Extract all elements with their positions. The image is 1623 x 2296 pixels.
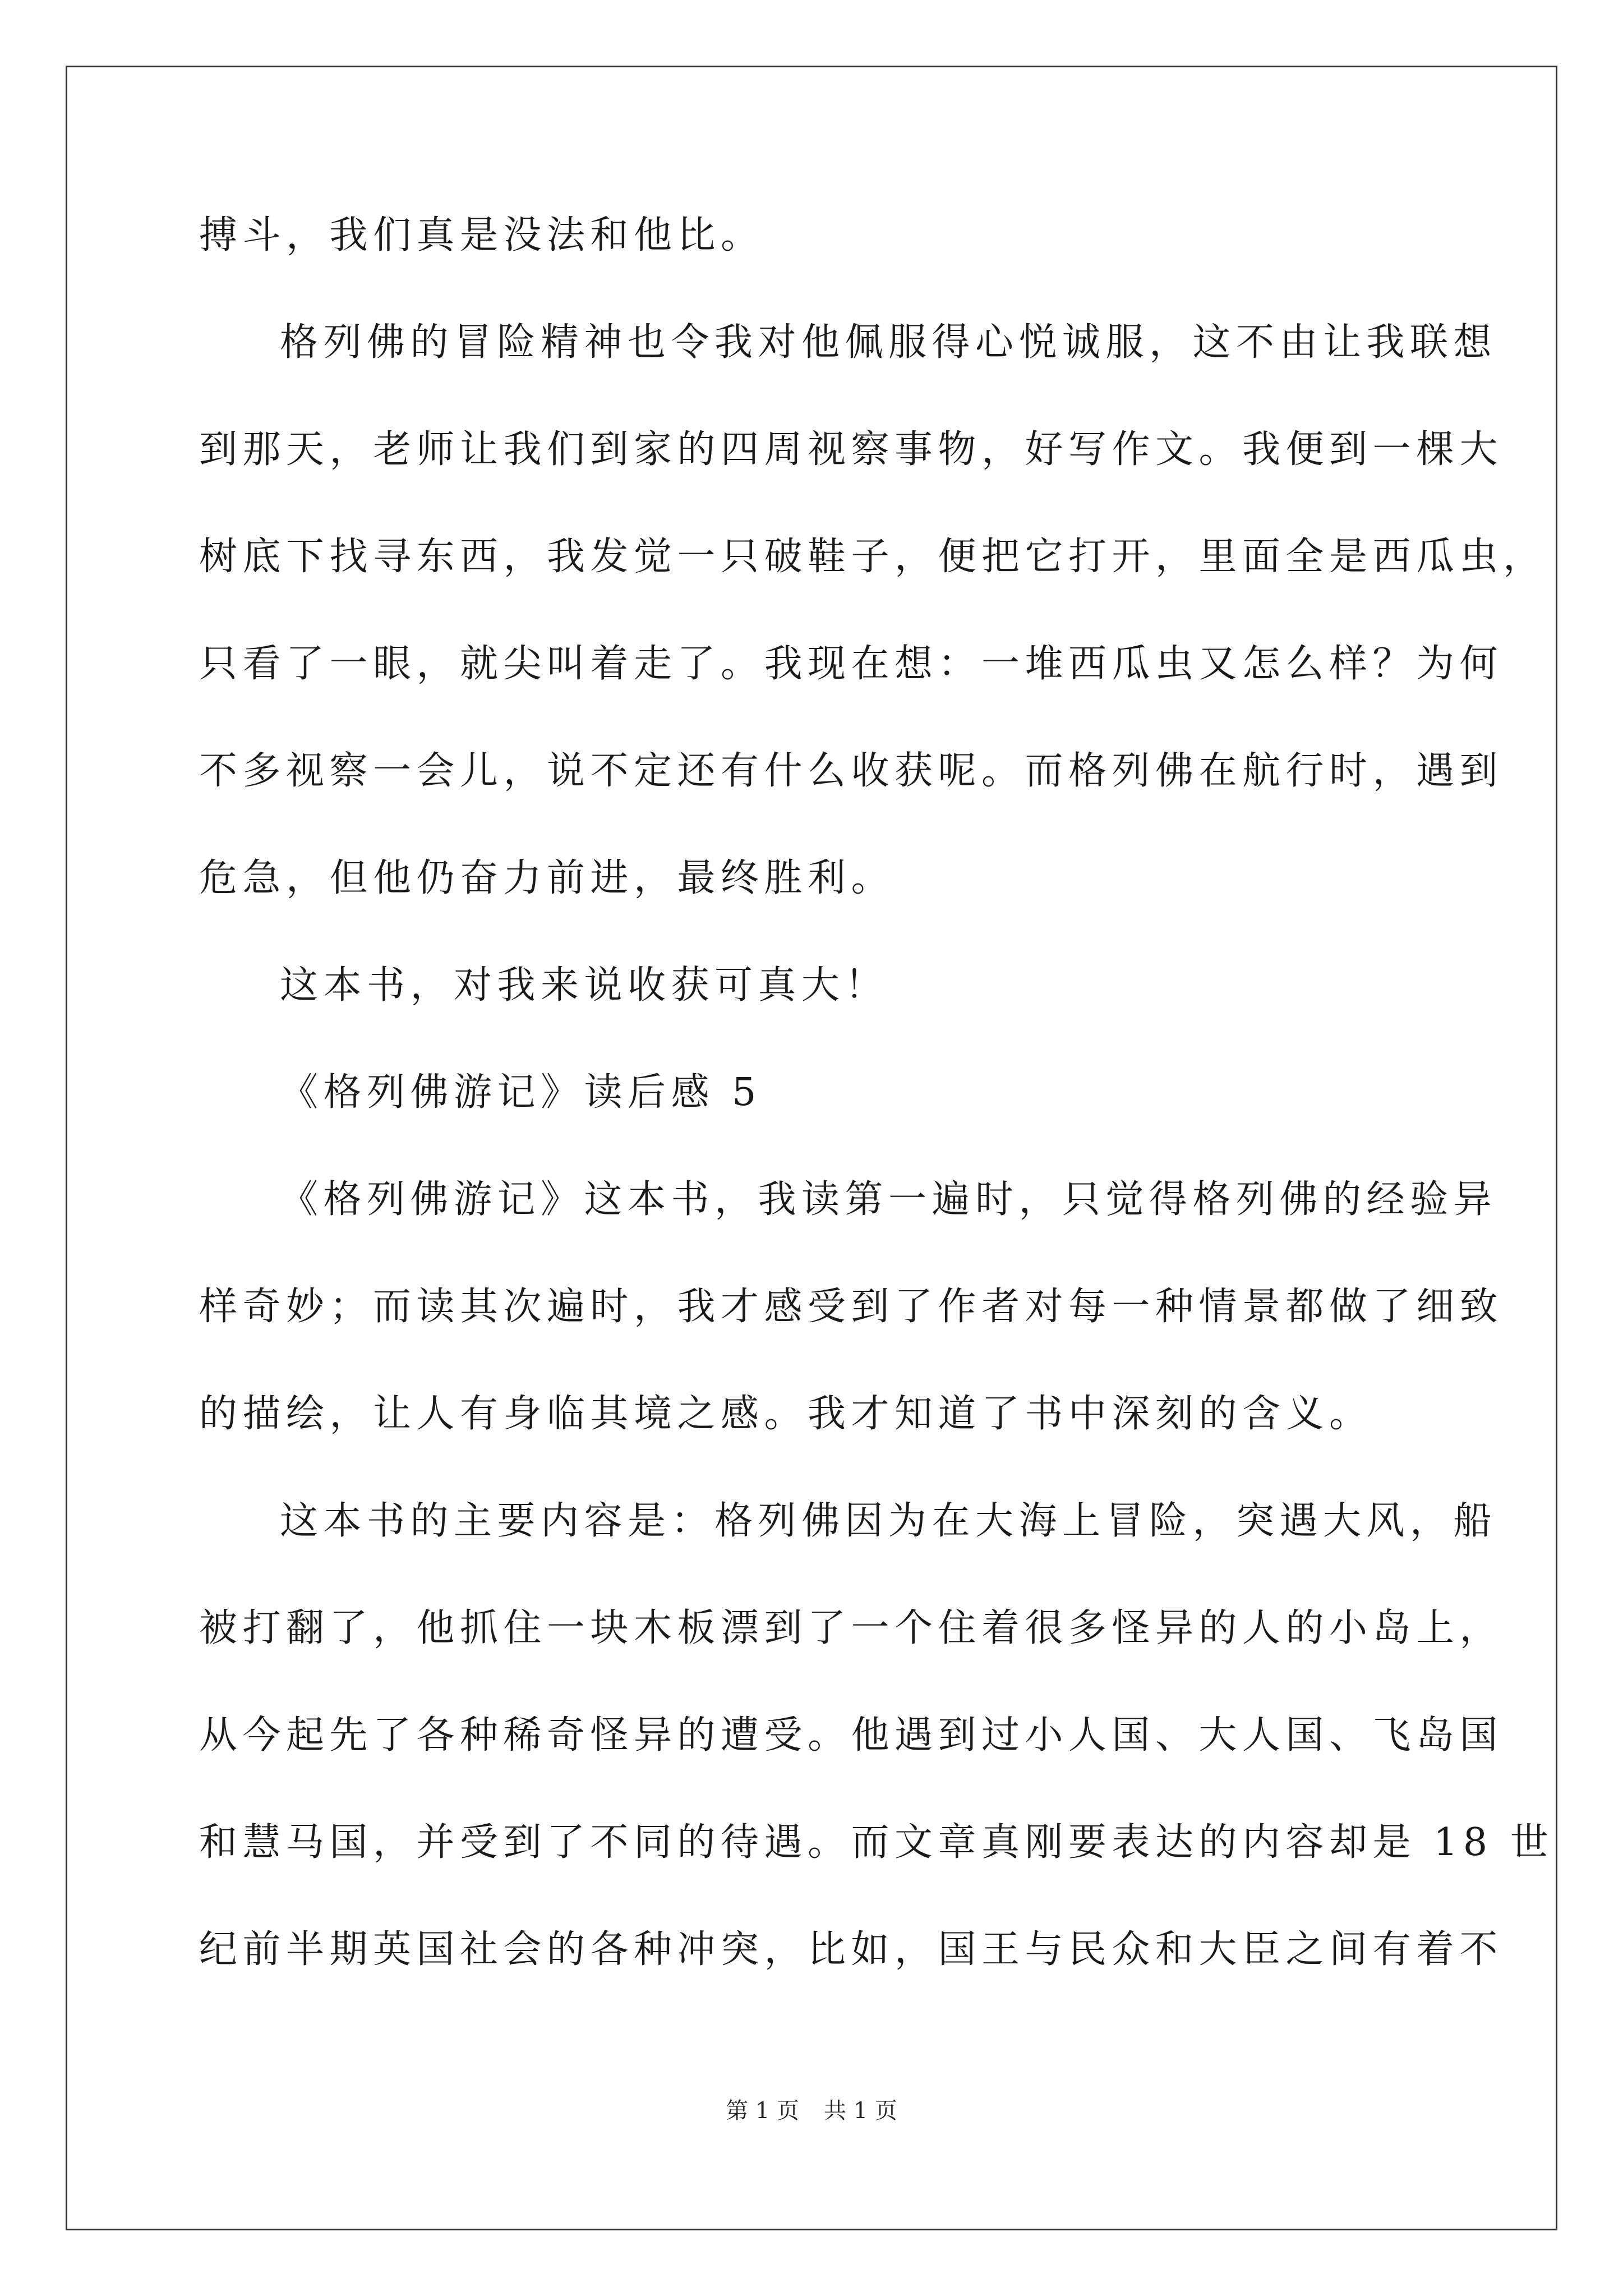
text-line: 的描绘，让人有身临其境之感。我才知道了书中深刻的含义。 — [199, 1392, 1373, 1436]
text-line: 格列佛的冒险精神也令我对他佩服得心悦诚服，这不由让我联想 — [280, 320, 1497, 365]
text-line: 从今起先了各种稀奇怪异的遭受。他遇到过小人国、大人国、飞岛国 — [199, 1713, 1504, 1757]
page-number-total: 共 1 页 — [824, 2098, 897, 2124]
text-line: 危急，但他仍奋力前进，最终胜利。 — [199, 856, 895, 900]
page-number-current: 第 1 页 — [726, 2098, 799, 2124]
text-line: 被打翻了，他抓住一块木板漂到了一个住着很多怪异的人的小岛上， — [199, 1606, 1504, 1650]
text-line: 只看了一眼，就尖叫着走了。我现在想：一堆西瓜虫又怎么样？为何 — [199, 642, 1504, 686]
text-line: 这本书的主要内容是：格列佛因为在大海上冒险，突遇大风，船 — [280, 1499, 1497, 1543]
section-heading: 《格列佛游记》读后感 5 — [280, 1070, 762, 1115]
text-line: 到那天，老师让我们到家的四周视察事物，好写作文。我便到一棵大 — [199, 427, 1504, 472]
text-line: 不多视察一会儿，说不定还有什么收获呢。而格列佛在航行时，遇到 — [199, 749, 1504, 793]
text-line: 纪前半期英国社会的各种冲突，比如，国王与民众和大臣之间有着不 — [199, 1927, 1504, 1972]
page-footer — [0, 2097, 1623, 2125]
text-line: 《格列佛游记》这本书，我读第一遍时，只觉得格列佛的经验异 — [280, 1177, 1497, 1222]
text-line: 树底下找寻东西，我发觉一只破鞋子，便把它打开，里面全是西瓜虫， — [199, 535, 1547, 579]
text-line: 搏斗，我们真是没法和他比。 — [199, 213, 764, 257]
page-border — [66, 66, 1557, 2230]
text-line: 这本书，对我来说收获可真大！ — [280, 963, 889, 1007]
text-line: 和慧马国，并受到了不同的待遇。而文章真刚要表达的内容却是 18 世 — [199, 1820, 1554, 1865]
text-line: 样奇妙；而读其次遍时，我才感受到了作者对每一种情景都做了细致 — [199, 1285, 1504, 1329]
